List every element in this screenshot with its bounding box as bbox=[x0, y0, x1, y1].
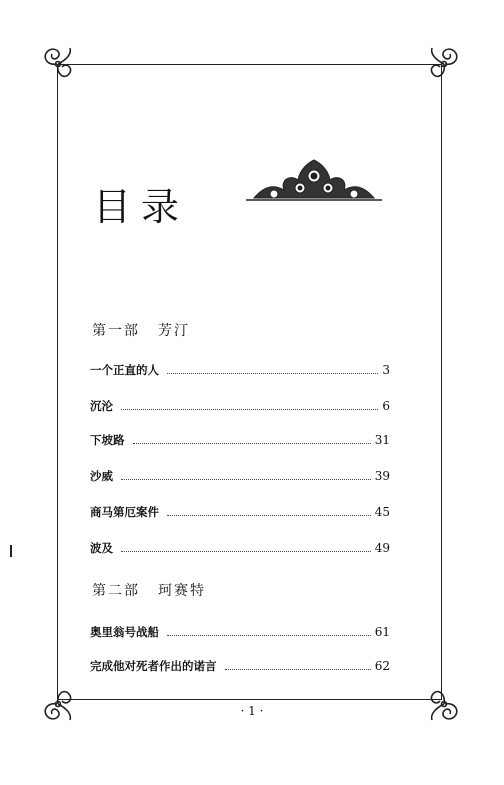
toc-entry-title: 完成他对死者作出的诺言 bbox=[90, 659, 217, 673]
toc-entry[interactable] bbox=[90, 624, 390, 640]
scan-mark bbox=[10, 545, 12, 557]
dot-leader bbox=[167, 634, 371, 636]
toc-entry[interactable] bbox=[90, 432, 390, 448]
part-number: 第一部 bbox=[92, 323, 140, 339]
toc-entry[interactable] bbox=[90, 658, 390, 674]
toc-entry-page: 31 bbox=[374, 433, 390, 447]
toc-entry-page: 6 bbox=[382, 399, 390, 413]
dot-leader bbox=[167, 514, 371, 516]
toc-entry-page: 49 bbox=[374, 541, 390, 555]
toc-entry[interactable] bbox=[90, 468, 390, 484]
dot-leader bbox=[225, 668, 371, 670]
toc-entry-title: 一个正直的人 bbox=[90, 363, 159, 377]
toc-entry[interactable] bbox=[90, 362, 390, 378]
toc-entry-title: 波及 bbox=[90, 541, 113, 555]
corner-flourish-icon bbox=[420, 42, 466, 88]
dot-leader bbox=[133, 442, 371, 444]
toc-entry[interactable] bbox=[90, 540, 390, 556]
part-number: 第二部 bbox=[92, 583, 140, 599]
toc-entry-page: 39 bbox=[374, 469, 390, 483]
toc-entry[interactable] bbox=[90, 504, 390, 520]
page-number: · 1 · bbox=[240, 704, 264, 718]
toc-entry-page: 62 bbox=[374, 659, 390, 673]
toc-entry-title: 商马第厄案件 bbox=[90, 505, 159, 519]
toc-entry-title: 下坡路 bbox=[90, 433, 125, 447]
toc-entry-page: 3 bbox=[382, 363, 390, 377]
part-name: 芳汀 bbox=[158, 323, 190, 339]
corner-flourish-icon bbox=[420, 680, 466, 726]
toc-entry-title: 沉沦 bbox=[90, 399, 113, 413]
dot-leader bbox=[121, 478, 371, 480]
toc-entry-page: 61 bbox=[374, 625, 390, 639]
part-heading bbox=[92, 580, 206, 600]
toc-entry-title: 沙威 bbox=[90, 469, 113, 483]
toc-entry-page: 45 bbox=[374, 505, 390, 519]
part-heading bbox=[92, 320, 190, 340]
part-name: 珂赛特 bbox=[158, 583, 206, 599]
dot-leader bbox=[167, 372, 378, 374]
dot-leader bbox=[121, 550, 371, 552]
toc-entry-title: 奥里翁号战船 bbox=[90, 625, 159, 639]
corner-flourish-icon bbox=[36, 42, 82, 88]
dot-leader bbox=[121, 408, 378, 410]
floral-ornament-icon bbox=[244, 156, 384, 204]
toc-entry[interactable] bbox=[90, 398, 390, 414]
corner-flourish-icon bbox=[36, 680, 82, 726]
page-title: 目录 bbox=[93, 185, 190, 229]
